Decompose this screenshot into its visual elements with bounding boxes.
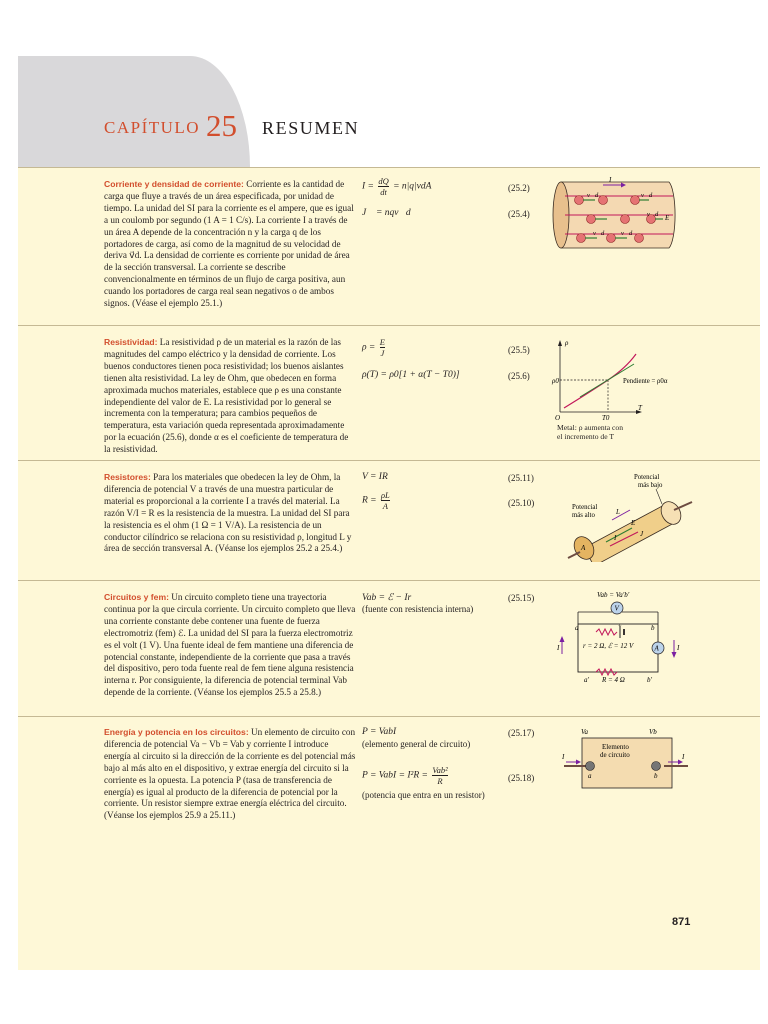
graph-caption: Metal: ρ aumenta con el incremento de T	[557, 423, 623, 441]
vd-label: v⃗d	[593, 230, 605, 237]
current-label: I	[609, 176, 612, 184]
terminal-a: a	[575, 624, 579, 632]
ammeter-label: A	[654, 644, 659, 653]
equation-number: (25.4)	[508, 209, 530, 219]
section-body: Corriente es la cantidad de carga que fluye a través de un área especificada, por unidad de tiempo. La unidad del SI para la corriente es el ampere, que es igual a un coulomb por segundo (1 A = 1 C/s). La corriente I a través de un área A depende de la concentración n y la carga q de los portadores de carga, así como de la magnitud de su velocidad de deriva v⃗d. La densidad de corriente es corriente por unidad de área de la sección transversal. La corriente se describe convencionalmente en términos de un flujo de carga positiva, aun cuando los portadores de carga real sean negativos o de ambos signos. (Véase el ejemplo 25.1.)	[104, 179, 354, 309]
equation-25-5: ρ = $\frac{E}{J}$	[362, 337, 385, 358]
plus-label: +	[618, 623, 622, 630]
length-label: L	[616, 508, 620, 516]
slope-label: Pendiente = ρ0α	[623, 378, 668, 385]
summary-section-power	[104, 727, 356, 822]
divider	[18, 325, 760, 326]
divider	[18, 167, 760, 168]
origin-label: O	[555, 414, 561, 422]
section-title: RESUMEN	[262, 118, 360, 138]
y-axis-label: ρ	[565, 339, 569, 347]
equation-number: (25.18)	[508, 773, 535, 783]
equation-number: (25.17)	[508, 728, 535, 738]
va-label: Va	[581, 728, 588, 736]
section-heading: Energía y potencia en los circuitos:	[104, 727, 249, 737]
resistivity-graph	[550, 336, 690, 422]
current-label: I	[557, 644, 560, 652]
current-label: I	[677, 644, 680, 652]
chapter-label: CAPÍTULO	[104, 118, 201, 137]
equation-25-2: I = $\frac{dQ}{dt}$ = n|q|vdA	[362, 176, 432, 197]
summary-section-current	[104, 179, 356, 310]
low-potential-label: más bajo	[638, 482, 663, 489]
section-body: Para los materiales que obedecen la ley de Ohm, la diferencia de potencial V a través de una muestra particular de material es proporcional a la corriente I a través del material. La razón V/I = R es la resistencia de la muestra. La unidad del SI para la resistencia es el ohm (1 Ω = 1 V/A). La resistencia de un conductor cilíndrico se relaciona con su resistividad ρ, longitud L y área de sección transversal A. (Véanse los ejemplos 25.2 a 25.4.)	[104, 472, 352, 554]
voltmeter-label: V	[614, 604, 619, 613]
equation-number: (25.10)	[508, 498, 535, 508]
current-label: I	[562, 753, 565, 761]
terminal-b: b	[651, 624, 655, 632]
section-heading: Resistores:	[104, 472, 151, 482]
t0-label: T0	[602, 414, 610, 422]
divider	[18, 460, 760, 461]
section-heading: Resistividad:	[104, 337, 158, 347]
vd-label: v⃗d	[621, 230, 633, 237]
equation-number: (25.6)	[508, 371, 530, 381]
divider	[18, 716, 760, 717]
terminal-b: b	[654, 772, 658, 780]
equation-25-10: R = $\frac{\rho L}{A}$	[362, 490, 390, 511]
current-label: I	[682, 753, 685, 761]
terminal-a-prime: a′	[584, 676, 590, 684]
equation-25-4: J⃗ = nqv⃗d	[362, 208, 411, 218]
high-potential-label: más alto	[572, 512, 595, 519]
rho0-label: ρ0	[552, 377, 559, 385]
equation-number: (25.11)	[508, 473, 534, 483]
section-body: Un elemento de circuito con diferencia de potencial Va − Vb = Vab y corriente I introduce energía al circuito si la dirección de la corriente es del potencial más bajo al más alto en el dispositivo, y extrae energía del circuito si la corriente es la opuesta. La potencia P (tasa de transferencia de energía) es igual al producto de la diferencia de potencial por la corriente. Un resistor siempre extrae energía eléctrica del circuito. (Véanse los ejemplos 25.9 a 25.11.)	[104, 727, 356, 821]
terminal-a: a	[588, 772, 592, 780]
equation-25-11: V = IR	[362, 472, 388, 482]
summary-section-circuits	[104, 592, 356, 699]
summary-section-resistivity	[104, 337, 356, 456]
equation-note: (fuente con resistencia interna)	[362, 604, 474, 614]
element-label: de circuito	[600, 751, 630, 759]
circuit-figure	[556, 588, 686, 708]
section-heading: Corriente y densidad de corriente:	[104, 179, 244, 189]
divider	[18, 580, 760, 581]
vd-label: v⃗d	[641, 192, 653, 199]
equation-25-15: Vab = ℰ − Ir	[362, 593, 412, 603]
equation-25-6: ρ(T) = ρ0[1 + α(T − T0)]	[362, 370, 460, 380]
low-potential-label: Potencial	[634, 474, 660, 481]
source-label: r = 2 Ω, ℰ = 12 V	[583, 642, 634, 650]
section-body: Un circuito completo tiene una trayectoria continua por la que circula corriente. Un circuito completo que lleva una corriente constante debe contener una fuente de fuerza electromotriz (fem) ℰ. La unidad del SI para la fuerza electromotriz es el volt (1 V). Una fuente ideal de fem mantiene una diferencia de potencial constante, independiente de la corriente que pasa a través del dispositivo, pero toda fuente real de fem tiene alguna resistencia interna r. Por consiguiente, la diferencia de potencial terminal Vab depende de la corriente. (Véanse los ejemplos 25.5 a 25.8.)	[104, 592, 356, 698]
field-label: E⃗	[665, 214, 675, 222]
field-label: E⃗	[631, 519, 641, 527]
area-label: A	[581, 544, 586, 552]
equation-note: (elemento general de circuito)	[362, 739, 471, 749]
summary-section-resistors	[104, 472, 356, 555]
equation-number: (25.2)	[508, 183, 530, 193]
cylinder-resistor-figure	[566, 470, 696, 562]
vb-label: Vb	[649, 728, 657, 736]
terminal-b-prime: b′	[647, 676, 653, 684]
equation-25-18: P = VabI = I²R = Vab² R	[362, 765, 448, 786]
vd-label: v⃗d	[647, 211, 659, 218]
resistor-label: R = 4 Ω	[602, 676, 625, 684]
high-potential-label: Potencial	[572, 504, 598, 511]
density-label: J⃗	[640, 530, 649, 538]
current-label: I	[614, 534, 617, 542]
page-number: 871	[672, 916, 691, 928]
equation-number: (25.5)	[508, 345, 530, 355]
x-axis-label: T	[638, 404, 642, 412]
circuit-element-figure	[560, 724, 690, 794]
chapter-number: 25	[206, 108, 237, 143]
vd-label: v⃗d	[587, 192, 599, 199]
equation-25-17: P = VabI	[362, 727, 397, 737]
equation-note: (potencia que entra en un resistor)	[362, 790, 485, 800]
conductor-figure	[551, 174, 681, 250]
element-label: Elemento	[602, 743, 629, 751]
equation-number: (25.15)	[508, 593, 535, 603]
section-body: La resistividad ρ de un material es la razón de las magnitudes del campo eléctrico y la densidad de corriente. Los buenos conductores tienen poca resistividad; los buenos aislantes tienen alta resistividad. La ley de Ohm, que obedecen en forma aproximada muchos materiales, establece que ρ es una constante independiente del valor de E. La resistividad por lo general se incrementa con la temperatura; para cambios pequeños de temperatura, esta variación queda representada aproximadamente por la ecuación (25.6), donde α es el coeficiente de temperatura de la resistividad.	[104, 337, 349, 455]
vab-label: Vab = Va′b′	[597, 591, 630, 599]
section-heading: Circuitos y fem:	[104, 592, 169, 602]
